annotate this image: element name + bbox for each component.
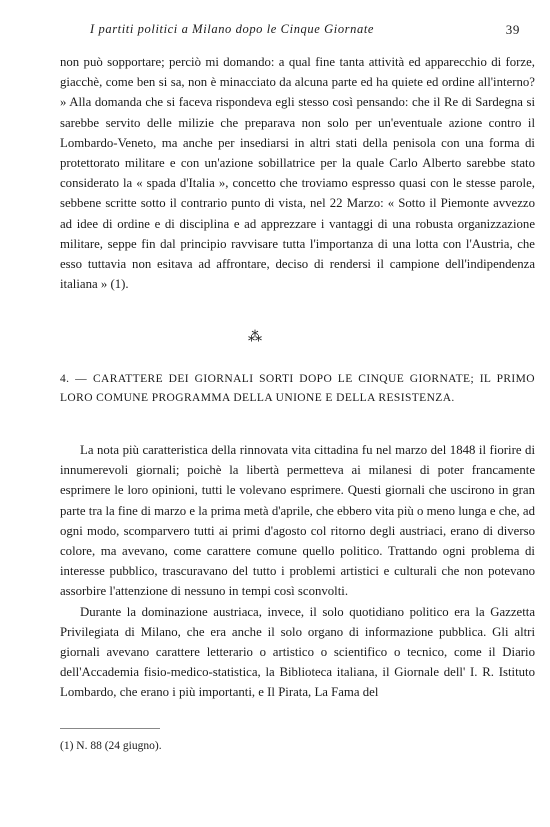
footnote-rule: [60, 728, 160, 729]
running-title: I partiti politici a Milano dopo le Cinque Giornate: [90, 22, 375, 36]
paragraph-1: [60, 52, 535, 294]
section-number: 4. —: [60, 373, 87, 385]
section-body: [60, 440, 535, 703]
paragraph-2: La nota più caratteristica della rinnovata vita cittadina fu nel marzo del 1848 il fiorire di innumerevoli giornali; poichè la libertà permetteva ai milanesi di poter francamente esprimere le loro opinioni, tutti le volevano esprimere. Questi giornali che uscirono in gran parte tra la fine di marzo e la prima metà d'aprile, che ebbero vita più o meno lunga e che, ad ogni modo, scomparvero tutti ai primi d'agosto col ritorno degli austriaci, erano di diverso colore, ma avevano, come carattere comune quello politico. Trattando ogni problema di interesse pubblico, trascuravano del tutto i problemi artistici e culturali che non potevano assorbire l'attenzione di nessuno in tempi così sconvolti.: [60, 443, 535, 599]
section-heading: [60, 370, 535, 408]
asterism-divider: ⁂: [248, 330, 262, 345]
running-header: [60, 22, 520, 40]
paragraph-1-text: non può sopportare; perciò mi domando: a qual fine tanta attività ed apparecchio di forze, giacchè, come ben si sa, non è minacciato da alcuna parte ed ha quiete ed ordine all'interno? » Alla domanda che si faceva rispondeva egli stesso così pensando: che il Re di Sardegna si sarebbe servito delle milizie che preparava non solo per un'eventuale azione contro il Lombardo-Veneto, ma anche per insediarsi in altri stati della penisola con una forma di protettorato militare e con un'azione sobillatrice per la quale Carlo Alberto sarebbe stato considerato la « spada d'Italia », concetto che troviamo espresso quasi con le stesse parole, sebbene scritte sotto il contrario punto di vista, nel 22 Marzo: « Sotto il Piemonte avvezzo ad idee di ordine e di disciplina e ad apprezzare i vantaggi di una robusta organizzazione militare, seppe fin dal principio ravvisare tutta l'importanza di una lotta con l'Austria, che esso tuttavia non esitava ad affrontare, deciso di rendersi il campione dell'indipendenza italiana » (1).: [60, 55, 535, 292]
paragraph-3: Durante la dominazione austriaca, invece, il solo quotidiano politico era la Gazzetta Privilegiata di Milano, che era anche il solo organo di informazione pubblica. Gli altri giornali avevano carattere letterario o artistico o scientifico o tecnico, come il Diario dell'Accademia fisio-medico-statistica, la Biblioteca italiana, il Giornale dell' I. R. Istituto Lombardo, che erano i più importanti, e Il Pirata, La Fama del: [60, 604, 535, 700]
footnote: (1) N. 88 (24 giugno).: [60, 740, 162, 752]
section-title: CARATTERE DEI GIORNALI SORTI DOPO LE CINQUE GIORNATE; IL PRIMO LORO COMUNE PROGRAMMA DELLA UNIONE E DELLA RESISTENZA.: [60, 373, 535, 404]
page-number: 39: [505, 22, 520, 37]
